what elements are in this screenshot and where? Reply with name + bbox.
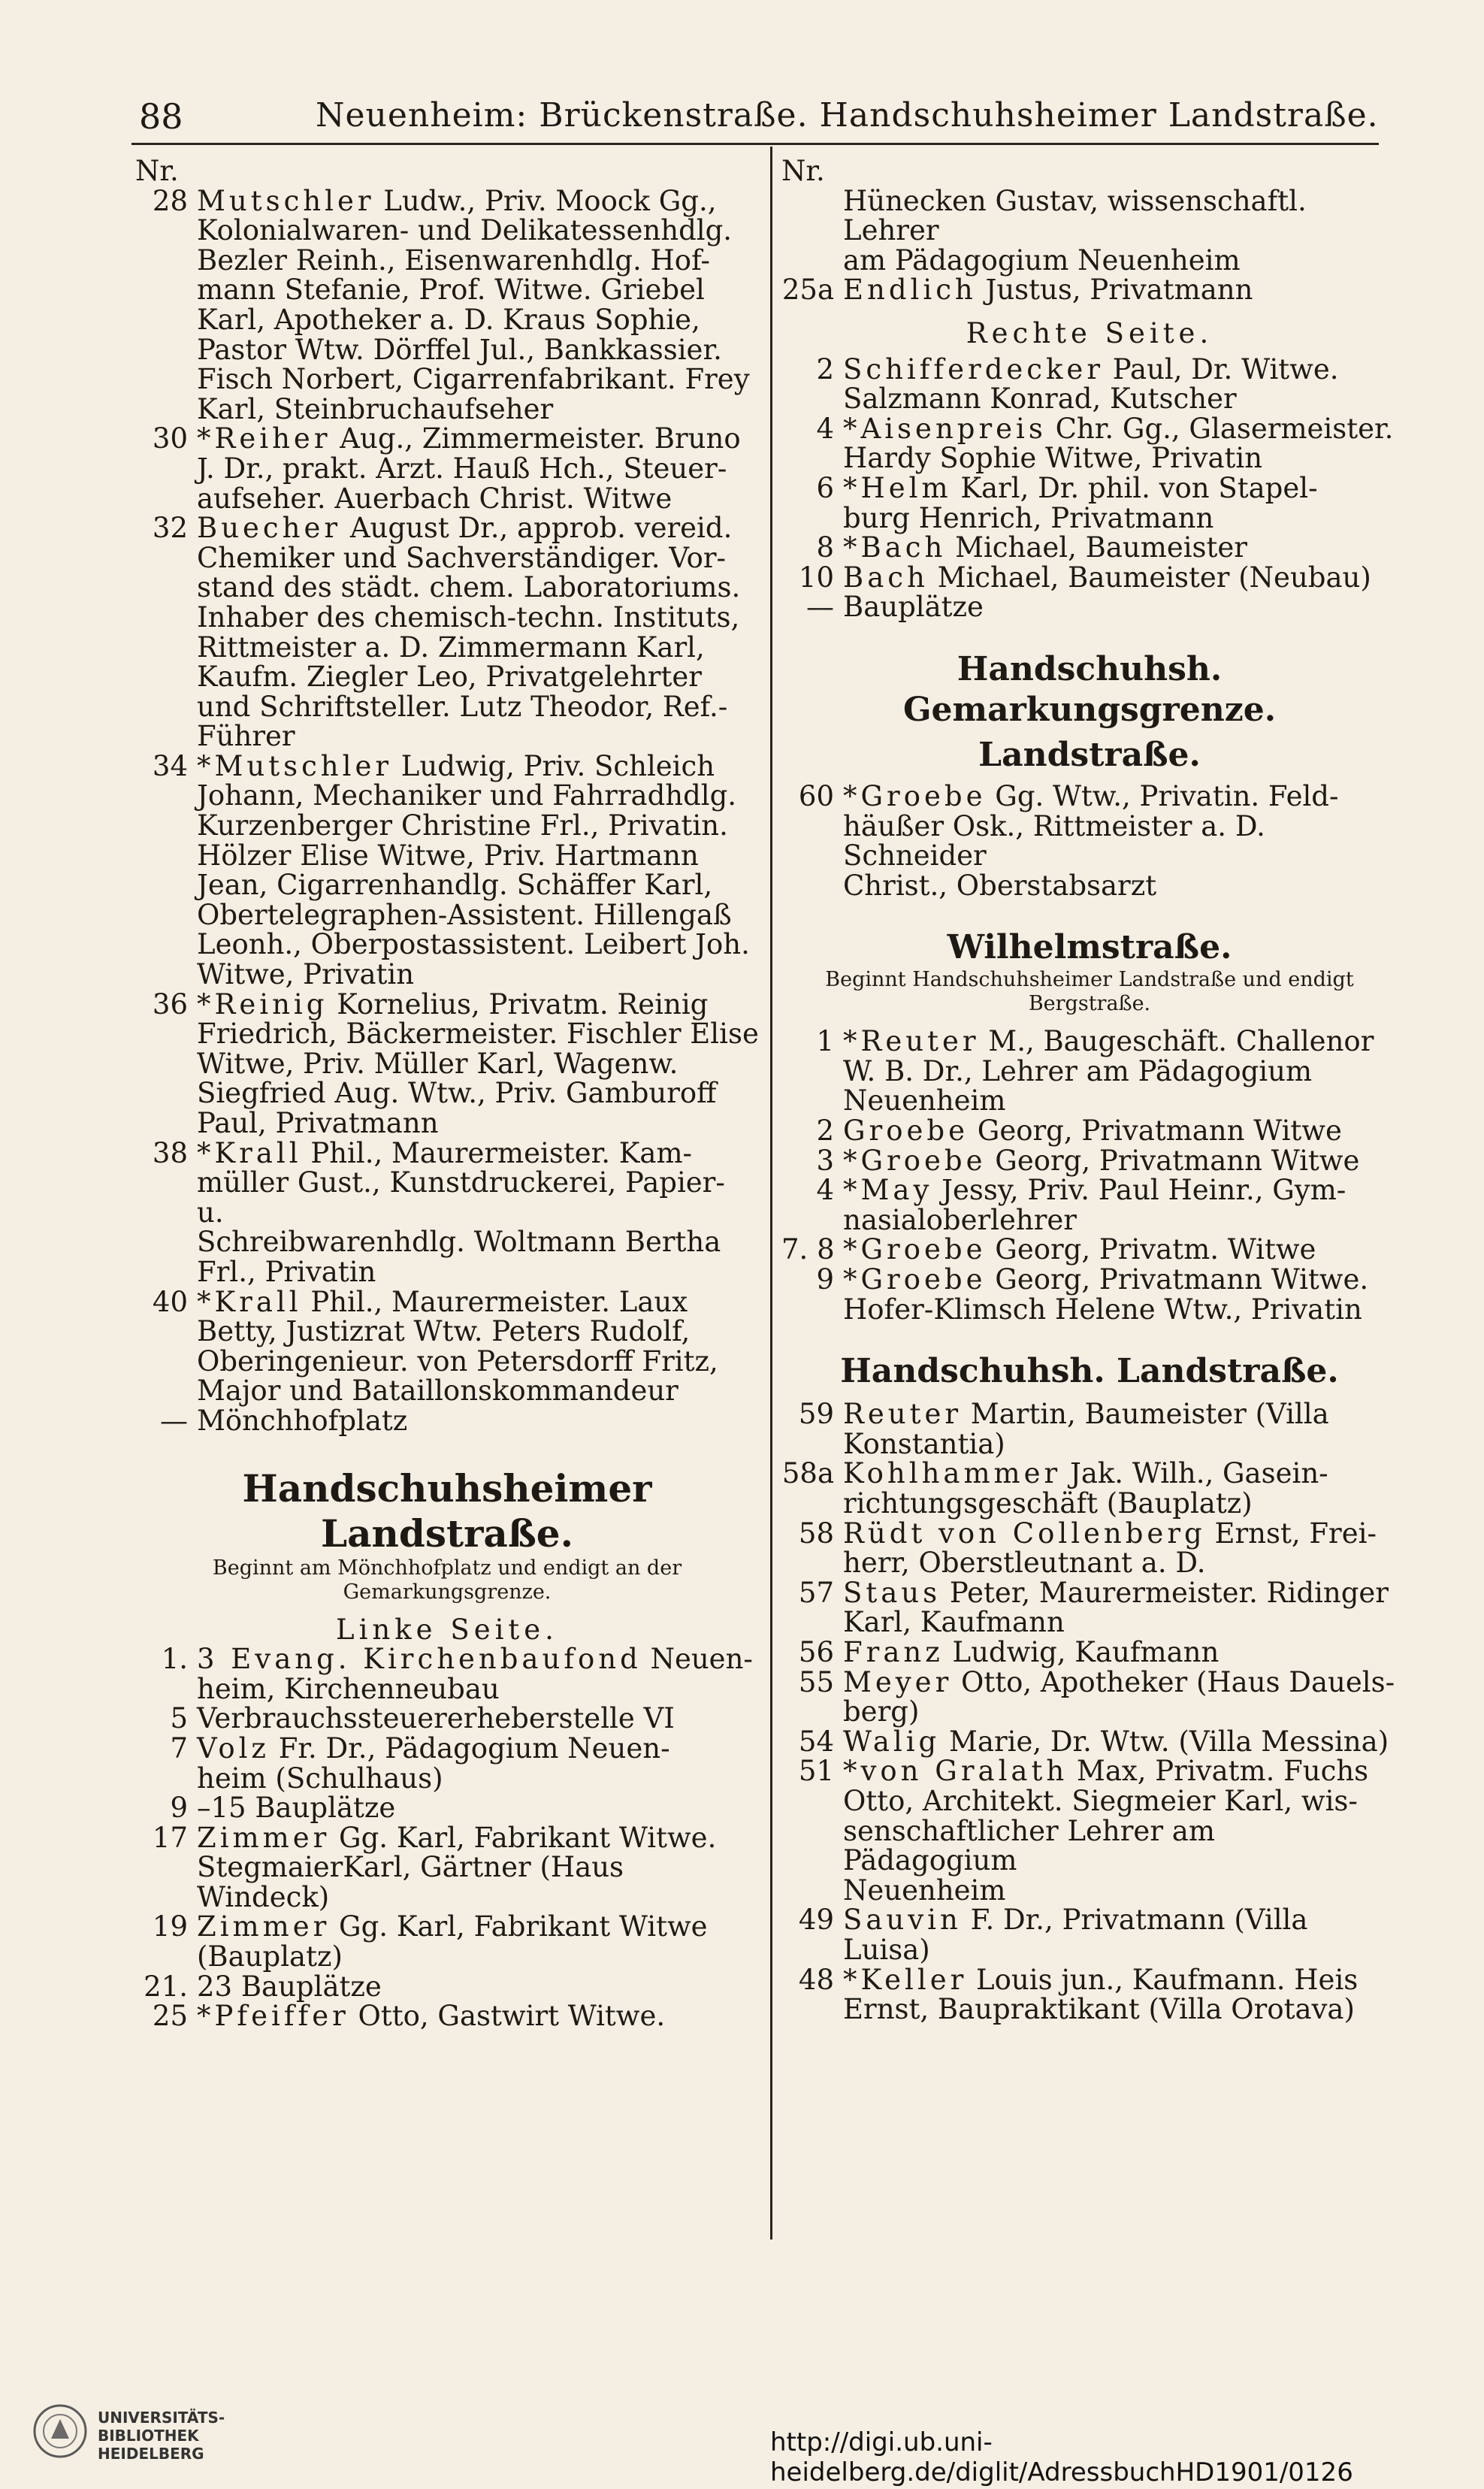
entry-text — [843, 1459, 1398, 1518]
section-subtitle: Landstraße. — [978, 735, 1201, 774]
house-number: 49 — [798, 1904, 834, 1937]
resident-name: *Reinig — [197, 987, 328, 1021]
entry-details: Paul, Dr. Witwe. Salzmann Konrad, Kutscher — [843, 352, 1339, 416]
resident-name: Groebe — [843, 1114, 969, 1148]
entry-details: Gg. Karl, Fabrikant Witwe. StegmaierKarl, Gärtner (Haus Windeck) — [197, 1821, 717, 1913]
entry-list — [781, 186, 1398, 305]
entry-list — [781, 1027, 1398, 1324]
entry-details: –15 Bauplätze — [197, 1792, 396, 1825]
running-title: Neuenheim: Brückenstraße. Handschuhsheimer Landstraße. — [316, 96, 1379, 135]
house-number: 1 — [816, 1025, 834, 1058]
entry-text — [843, 473, 1398, 533]
entry-list — [781, 779, 1398, 902]
entry-list — [781, 1399, 1398, 2024]
house-number: 7 — [170, 1731, 188, 1765]
entry-details: Peter, Maurermeister. Ridinger Karl, Kaufmann — [843, 1576, 1389, 1639]
entry-details: Michael, Baumeister (Neubau) — [928, 561, 1371, 594]
entry-details: Martin, Baumeister (Villa Konstantia) — [843, 1398, 1329, 1460]
address-entry — [781, 1665, 1398, 1728]
entry-text — [843, 1175, 1398, 1235]
resident-name: Mutschler — [197, 184, 375, 217]
resident-name: Endlich — [843, 274, 977, 307]
resident-name: *Keller — [843, 1963, 968, 1996]
entry-text — [843, 1265, 1398, 1324]
nr-label: Nr. — [135, 155, 179, 187]
resident-name: Sauvin — [843, 1904, 962, 1937]
entry-details: Otto, Apotheker (Haus Dauels- berg) — [843, 1665, 1395, 1728]
resident-name: *Reuter — [843, 1025, 980, 1058]
house-number: 30 — [152, 422, 188, 455]
entry-details: Phil., Maurermeister. Kam- müller Gust., Kunstdruckerei, Papier- u. Schreibwarenhdlg. Woltmann Bertha Frl., Privatin — [197, 1136, 725, 1288]
house-number: 6 — [816, 471, 834, 504]
house-number: 7. 8 — [781, 1233, 835, 1266]
right-column — [781, 156, 1398, 2025]
resident-name: Zimmer — [197, 1821, 331, 1854]
entry-text — [197, 1287, 759, 1406]
resident-name: *Aisenpreis — [843, 412, 1047, 445]
resident-name: Volz — [197, 1731, 270, 1765]
address-entry — [135, 2001, 759, 2031]
entry-details: Phil., Maurermeister. Laux Betty, Justizrat Wtw. Peters Rudolf, Oberingenieur. von Petersdorff Fritz, Major und Bataillonskommandeur — [197, 1285, 718, 1408]
resident-name: Bach — [843, 561, 929, 594]
entry-text — [843, 1399, 1398, 1459]
entry-text — [843, 186, 1398, 276]
entry-text — [843, 1146, 1398, 1176]
address-entry — [781, 1399, 1398, 1459]
entry-details: Karl, Dr. phil. von Stapel- burg Henrich, Privatmann — [843, 471, 1318, 534]
entry-details: Jak. Wilh., Gasein- richtungsgeschäft (Bauplatz) — [843, 1457, 1328, 1520]
entry-text — [197, 1136, 759, 1288]
entry-text — [197, 513, 759, 752]
house-number: 8 — [816, 531, 834, 564]
address-entry — [781, 1146, 1398, 1176]
page-number: 88 — [139, 96, 183, 137]
entry-details: Gg. Wtw., Privatin. Feld- häußer Osk., Rittmeister a. D. Schneider Christ., Oberstabsarzt — [843, 779, 1339, 902]
address-entry — [781, 1727, 1398, 1757]
entry-details: Georg, Privatmann Witwe — [986, 1144, 1360, 1177]
entry-text — [843, 1027, 1398, 1116]
entry-details: Jessy, Priv. Paul Heinr., Gym- nasialoberlehrer — [843, 1174, 1346, 1236]
entry-details: Verbrauchssteuererheberstelle VI — [197, 1702, 675, 1735]
resident-name: *Groebe — [843, 1233, 987, 1266]
entry-details: Aug., Zimmermeister. Bruno J. Dr., prakt. Arzt. Hauß Hch., Steuer- aufseher. Auerbach Christ. Witwe — [197, 422, 741, 515]
entry-details: Justus, Privatmann — [976, 274, 1253, 307]
address-entry — [781, 1265, 1398, 1324]
house-number: 19 — [152, 1910, 188, 1943]
address-entry — [781, 414, 1398, 473]
house-number: — — [160, 1404, 188, 1437]
house-number: 2 — [816, 352, 834, 386]
entry-text — [197, 987, 759, 1139]
side-label: Linke Seite. — [336, 1613, 558, 1646]
entry-details: Michael, Baumeister — [946, 531, 1247, 564]
entry-details: Ludw., Priv. Moock Gg., Kolonialwaren- und Delikatessenhdlg. Bezler Reinh., Eisenwarenhdlg. Hof- mann Stefanie, Prof. Witwe. Griebel Karl, Apotheker a. D. Kraus Sophie, Pastor Wtw. Dörffel Jul., Bankkassier. Fisch Norbert, Cigarrenfabrikant. Frey Karl, Steinbruchaufseher — [197, 184, 750, 425]
entry-text — [197, 749, 759, 991]
resident-name: *Bach — [843, 531, 947, 564]
entry-text — [843, 1905, 1398, 1964]
house-number: — — [806, 591, 834, 624]
entry-text — [843, 1756, 1398, 1905]
address-entry — [135, 749, 759, 991]
entry-text — [843, 1578, 1398, 1638]
entry-text — [843, 1965, 1398, 2025]
house-number: 60 — [798, 779, 834, 812]
entry-text — [197, 1704, 759, 1734]
entry-details: Ludwig, Priv. Schleich Johann, Mechaniker und Fahrradhdlg. Kurzenberger Christine Frl., Privatin. Hölzer Elise Witwe, Priv. Hartmann Jean, Cigarrenhandlg. Schäffer Karl, Obertelegraphen-Assistent. Hillengaß Leonh., Oberpostassistent. Leibert Joh. Witwe, Privatin — [197, 749, 750, 991]
house-number: 9 — [170, 1792, 188, 1825]
house-number: 34 — [152, 749, 188, 782]
house-number: 9 — [816, 1263, 834, 1296]
resident-name: Schifferdecker — [843, 352, 1105, 386]
address-entry — [781, 473, 1398, 533]
address-entry — [135, 1731, 759, 1795]
entry-details: Neuen- heim, Kirchenneubau — [197, 1643, 753, 1705]
university-seal-icon — [30, 2401, 90, 2461]
entry-text — [197, 1731, 759, 1795]
entry-details: Louis jun., Kaufmann. Heis Ernst, Baupraktikant (Villa Orotava) — [843, 1963, 1359, 2026]
address-entry — [135, 424, 759, 513]
section-note: Beginnt am Mönchhofplatz und endigt an der Gemarkungsgrenze. — [212, 1556, 682, 1604]
resident-name: *May — [843, 1174, 933, 1207]
section-title: Handschuhsh. Gemarkungsgrenze. — [902, 649, 1277, 729]
resident-name: *Groebe — [843, 1144, 987, 1177]
address-entry — [781, 1965, 1398, 2025]
resident-name: *Reiher — [197, 422, 331, 455]
entry-text — [843, 1235, 1398, 1265]
resident-name: Buecher — [197, 512, 342, 545]
resident-name: *Pfeiffer — [197, 2000, 349, 2033]
house-number: 40 — [152, 1285, 188, 1318]
entry-text — [197, 1972, 759, 2002]
entry-details: Georg, Privatm. Witwe — [986, 1233, 1316, 1266]
entry-list — [135, 186, 759, 1436]
address-entry — [781, 1027, 1398, 1116]
entry-details: Ernst, Frei- herr, Oberstleutnant a. D. — [843, 1517, 1377, 1580]
address-entry — [781, 1116, 1398, 1146]
entry-text — [843, 1635, 1398, 1668]
house-number: 57 — [798, 1576, 834, 1609]
house-number: 55 — [798, 1665, 834, 1698]
entry-text — [197, 1793, 759, 1823]
address-entry — [135, 1912, 759, 1971]
entry-text — [843, 779, 1398, 902]
entry-details: 23 Bauplätze — [197, 1970, 382, 2003]
address-entry — [781, 186, 1398, 276]
section-title: Handschuhsh. Landstraße. — [840, 1352, 1339, 1391]
resident-name: Rüdt von Collenberg — [843, 1517, 1206, 1550]
entry-details: Otto, Gastwirt Witwe. — [349, 2000, 666, 2033]
house-number: 32 — [152, 512, 188, 545]
entry-text — [197, 1912, 759, 1971]
address-entry — [135, 1972, 759, 2002]
entry-text — [197, 1406, 759, 1436]
house-number: 21. — [144, 1970, 188, 2003]
side-label: Rechte Seite. — [966, 316, 1213, 349]
entry-details: Georg, Privatmann Witwe. Hofer-Klimsch Helene Wtw., Privatin — [843, 1263, 1369, 1326]
entry-list — [781, 352, 1398, 624]
house-number: 4 — [816, 1174, 834, 1207]
resident-name: Reuter — [843, 1398, 963, 1431]
entry-text — [843, 414, 1398, 473]
house-number: 25 — [152, 2000, 188, 2033]
address-entry — [781, 1756, 1398, 1905]
address-entry — [135, 1406, 759, 1436]
address-entry — [781, 1175, 1398, 1235]
house-number: 28 — [152, 184, 188, 217]
entry-details: M., Baugeschäft. Challenor W. B. Dr., Lehrer am Pädagogium Neuenheim — [843, 1025, 1374, 1117]
entry-details: Gg. Karl, Fabrikant Witwe (Bauplatz) — [197, 1910, 708, 1973]
resident-name: *Mutschler — [197, 749, 393, 782]
left-column — [135, 156, 759, 2031]
address-entry — [781, 1905, 1398, 1964]
address-entry — [135, 987, 759, 1139]
entry-details: Hünecken Gustav, wissenschaftl. Lehrer am Pädagogium Neuenheim — [843, 184, 1307, 277]
address-entry — [781, 779, 1398, 902]
resident-name: Meyer — [843, 1665, 953, 1698]
section-title: Handschuhsheimer Landstraße. — [242, 1465, 652, 1556]
resident-name: Zimmer — [197, 1910, 331, 1943]
house-number: 36 — [152, 987, 188, 1021]
house-number: 1. — [161, 1643, 188, 1676]
nr-label: Nr. — [781, 155, 825, 187]
house-number: 48 — [798, 1963, 834, 1996]
resident-name: 3 Evang. Kirchenbaufond — [197, 1643, 642, 1676]
house-number: 5 — [170, 1702, 188, 1735]
address-entry — [135, 1793, 759, 1823]
entry-text — [843, 592, 1398, 622]
address-entry — [135, 1136, 759, 1288]
entry-text — [197, 2001, 759, 2031]
resident-name: *Groebe — [843, 779, 987, 812]
resident-name: Walig — [843, 1725, 941, 1758]
library-name: UNIVERSITÄTS- BIBLIOTHEK HEIDELBERG — [98, 2409, 225, 2463]
source-url[interactable]: http://digi.ub.uni-heidelberg.de/diglit/AdressbuchHD1901/0126 — [770, 2427, 1353, 2487]
entry-details: Bauplätze — [843, 591, 984, 624]
address-entry — [781, 1635, 1398, 1668]
house-number: 58a — [781, 1457, 834, 1490]
house-number: 56 — [798, 1635, 834, 1668]
house-number: 3 — [816, 1144, 834, 1177]
house-number: 38 — [152, 1136, 188, 1169]
house-number: 10 — [798, 561, 834, 594]
entry-details: F. Dr., Privatmann (Villa Luisa) — [843, 1904, 1308, 1966]
entry-text — [843, 1665, 1398, 1728]
entry-details: Kornelius, Privatm. Reinig Friedrich, Bäckermeister. Fischler Elise Witwe, Priv. Müller Karl, Wagenw. Siegfried Aug. Wtw., Priv. Gamburoff Paul, Privatmann — [197, 987, 759, 1139]
section-title: Wilhelmstraße. — [947, 928, 1232, 967]
resident-name: *von Gralath — [843, 1755, 1068, 1788]
entry-text — [843, 563, 1398, 593]
entry-details: Fr. Dr., Pädagogium Neuen- heim (Schulhaus) — [197, 1731, 670, 1795]
resident-name: *Helm — [843, 471, 952, 504]
house-number: 2 — [816, 1114, 834, 1148]
section-note: Beginnt Handschuhsheimer Landstraße und endigt Bergstraße. — [825, 968, 1354, 1016]
house-number: 59 — [798, 1398, 834, 1431]
entry-text — [843, 533, 1398, 563]
address-entry — [781, 352, 1398, 416]
entry-details: Mönchhofplatz — [197, 1404, 408, 1437]
house-number: 54 — [798, 1725, 834, 1758]
address-entry — [135, 1823, 759, 1913]
resident-name: Franz — [843, 1635, 944, 1668]
address-entry — [135, 1704, 759, 1734]
resident-name: *Groebe — [843, 1263, 987, 1296]
address-entry — [781, 1578, 1398, 1638]
address-entry — [781, 275, 1398, 305]
address-entry — [135, 1287, 759, 1406]
house-number: 25a — [781, 274, 834, 307]
resident-name: *Krall — [197, 1136, 302, 1169]
house-number — [781, 186, 843, 276]
house-number: 4 — [816, 412, 834, 445]
entry-details: Marie, Dr. Wtw. (Villa Messina) — [940, 1725, 1389, 1758]
address-entry — [781, 1235, 1398, 1265]
entry-text — [843, 352, 1398, 416]
entry-text — [197, 186, 759, 425]
entry-text — [843, 1727, 1398, 1757]
entry-text — [843, 1519, 1398, 1578]
entry-text — [197, 424, 759, 513]
entry-details: August Dr., approb. vereid. Chemiker und Sachverständiger. Vor- stand des städt. chem. Laboratoriums. Inhaber des chemisch-techn. Instituts, Rittmeister a. D. Zimmermann Karl, Kaufm. Ziegler Leo, Privatgelehrter und Schriftsteller. Lutz Theodor, Ref.- Führer — [197, 512, 741, 753]
address-entry — [781, 592, 1398, 622]
entry-text — [843, 1116, 1398, 1146]
resident-name: Kohlhammer — [843, 1457, 1062, 1490]
resident-name: *Krall — [197, 1285, 302, 1318]
address-entry — [781, 1519, 1398, 1578]
house-number: 17 — [152, 1821, 188, 1854]
address-entry — [781, 563, 1398, 593]
entry-details: Georg, Privatmann Witwe — [969, 1114, 1342, 1148]
entry-text — [197, 1823, 759, 1913]
column-divider — [770, 147, 772, 2239]
house-number: 58 — [798, 1517, 834, 1550]
address-entry — [781, 1459, 1398, 1518]
address-entry — [135, 1644, 759, 1704]
entry-text — [843, 275, 1398, 305]
entry-details: Chr. Gg., Glasermeister. Hardy Sophie Witwe, Privatin — [843, 412, 1394, 475]
entry-details: Max, Privatm. Fuchs Otto, Architekt. Siegmeier Karl, wis- senschaftlicher Lehrer am Pädagogium Neuenheim — [843, 1755, 1369, 1907]
entry-list — [135, 1644, 759, 2031]
entry-text — [197, 1644, 759, 1704]
address-entry — [781, 533, 1398, 563]
house-number: 51 — [798, 1755, 834, 1788]
entry-details: Ludwig, Kaufmann — [943, 1635, 1220, 1668]
resident-name: Staus — [843, 1576, 941, 1609]
header-rule — [131, 143, 1379, 145]
address-entry — [135, 186, 759, 425]
address-entry — [135, 513, 759, 752]
